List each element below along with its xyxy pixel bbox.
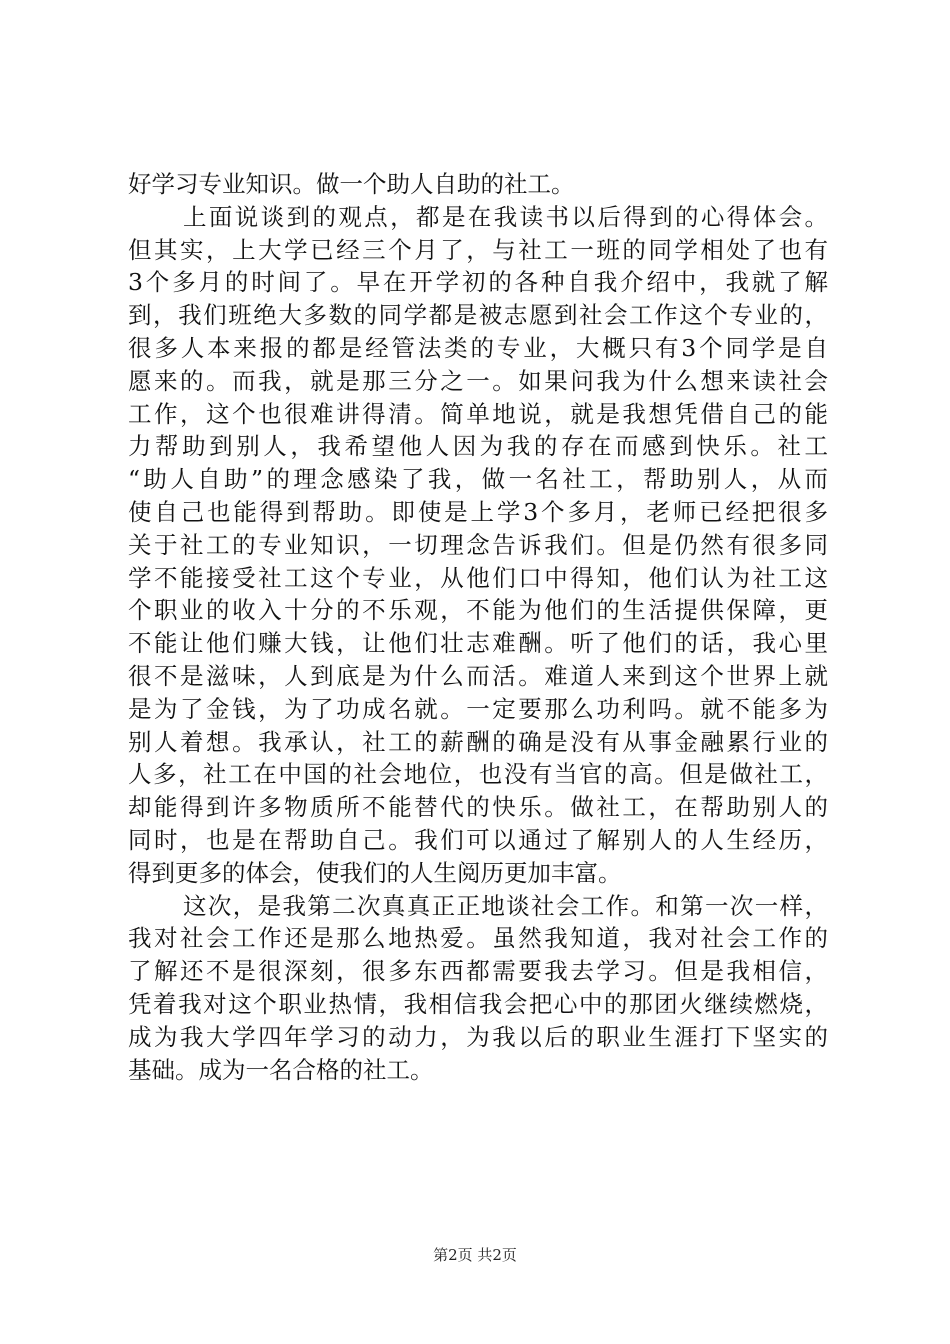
text-line: 同时，也是在帮助自己。我们可以通过了解别人的人生经历， <box>128 825 828 854</box>
text-line: 使自己也能得到帮助。即使是上学3个多月，老师已经把很多 <box>128 497 828 526</box>
text-line: 凭着我对这个职业热情，我相信我会把心中的那团火继续燃烧， <box>128 989 828 1018</box>
text-line: 是为了金钱，为了功成名就。一定要那么功利吗。就不能多为 <box>128 694 828 723</box>
text-line: 得到更多的体会，使我们的人生阅历更加丰富。 <box>128 858 622 887</box>
text-line: 很多人本来报的都是经管法类的专业，大概只有3个同学是自 <box>128 333 828 362</box>
page-number-footer: 第2页 共2页 <box>433 1246 517 1264</box>
text-line: 很不是滋味，人到底是为什么而活。难道人来到这个世界上就 <box>128 661 828 690</box>
text-line: 3个多月的时间了。早在开学初的各种自我介绍中，我就了解 <box>128 268 828 297</box>
text-line: 好学习专业知识。做一个助人自助的社工。 <box>128 170 575 198</box>
text-line: 力帮助到别人，我希望他人因为我的存在而感到快乐。社工 <box>128 432 828 461</box>
text-line: 不能让他们赚大钱，让他们壮志难酬。听了他们的话，我心里 <box>128 629 828 658</box>
text-line: 学不能接受社工这个专业，从他们口中得知，他们认为社工这 <box>128 563 828 592</box>
paragraph-start-line: 上面说谈到的观点，都是在我读书以后得到的心得体会。 <box>183 202 828 231</box>
text-line: 愿来的。而我，就是那三分之一。如果问我为什么想来读社会 <box>128 366 828 395</box>
text-line: 人多，社工在中国的社会地位，也没有当官的高。但是做社工， <box>128 760 828 789</box>
text-line: 基础。成为一名合格的社工。 <box>128 1055 434 1084</box>
text-line: 我对社会工作还是那么地热爱。虽然我知道，我对社会工作的 <box>128 924 828 953</box>
text-line: 成为我大学四年学习的动力，为我以后的职业生涯打下坚实的 <box>128 1022 828 1051</box>
text-line: “助人自助”的理念感染了我，做一名社工，帮助别人，从而 <box>128 465 828 494</box>
text-line: 关于社工的专业知识，一切理念告诉我们。但是仍然有很多同 <box>128 530 828 559</box>
text-line: 工作，这个也很难讲得清。简单地说，就是我想凭借自己的能 <box>128 399 828 428</box>
text-line: 个职业的收入十分的不乐观，不能为他们的生活提供保障，更 <box>128 596 828 625</box>
text-line: 但其实，上大学已经三个月了，与社工一班的同学相处了也有 <box>128 235 828 264</box>
text-line: 别人着想。我承认，社工的薪酬的确是没有从事金融累行业的 <box>128 727 828 756</box>
text-line: 到，我们班绝大多数的同学都是被志愿到社会工作这个专业的， <box>128 301 828 330</box>
text-line: 了解还不是很深刻，很多东西都需要我去学习。但是我相信， <box>128 957 828 986</box>
text-line: 却能得到许多物质所不能替代的快乐。做社工，在帮助别人的 <box>128 793 828 822</box>
body-text <box>128 168 828 1086</box>
paragraph-start-line: 这次，是我第二次真真正正地谈社会工作。和第一次一样， <box>183 891 828 920</box>
